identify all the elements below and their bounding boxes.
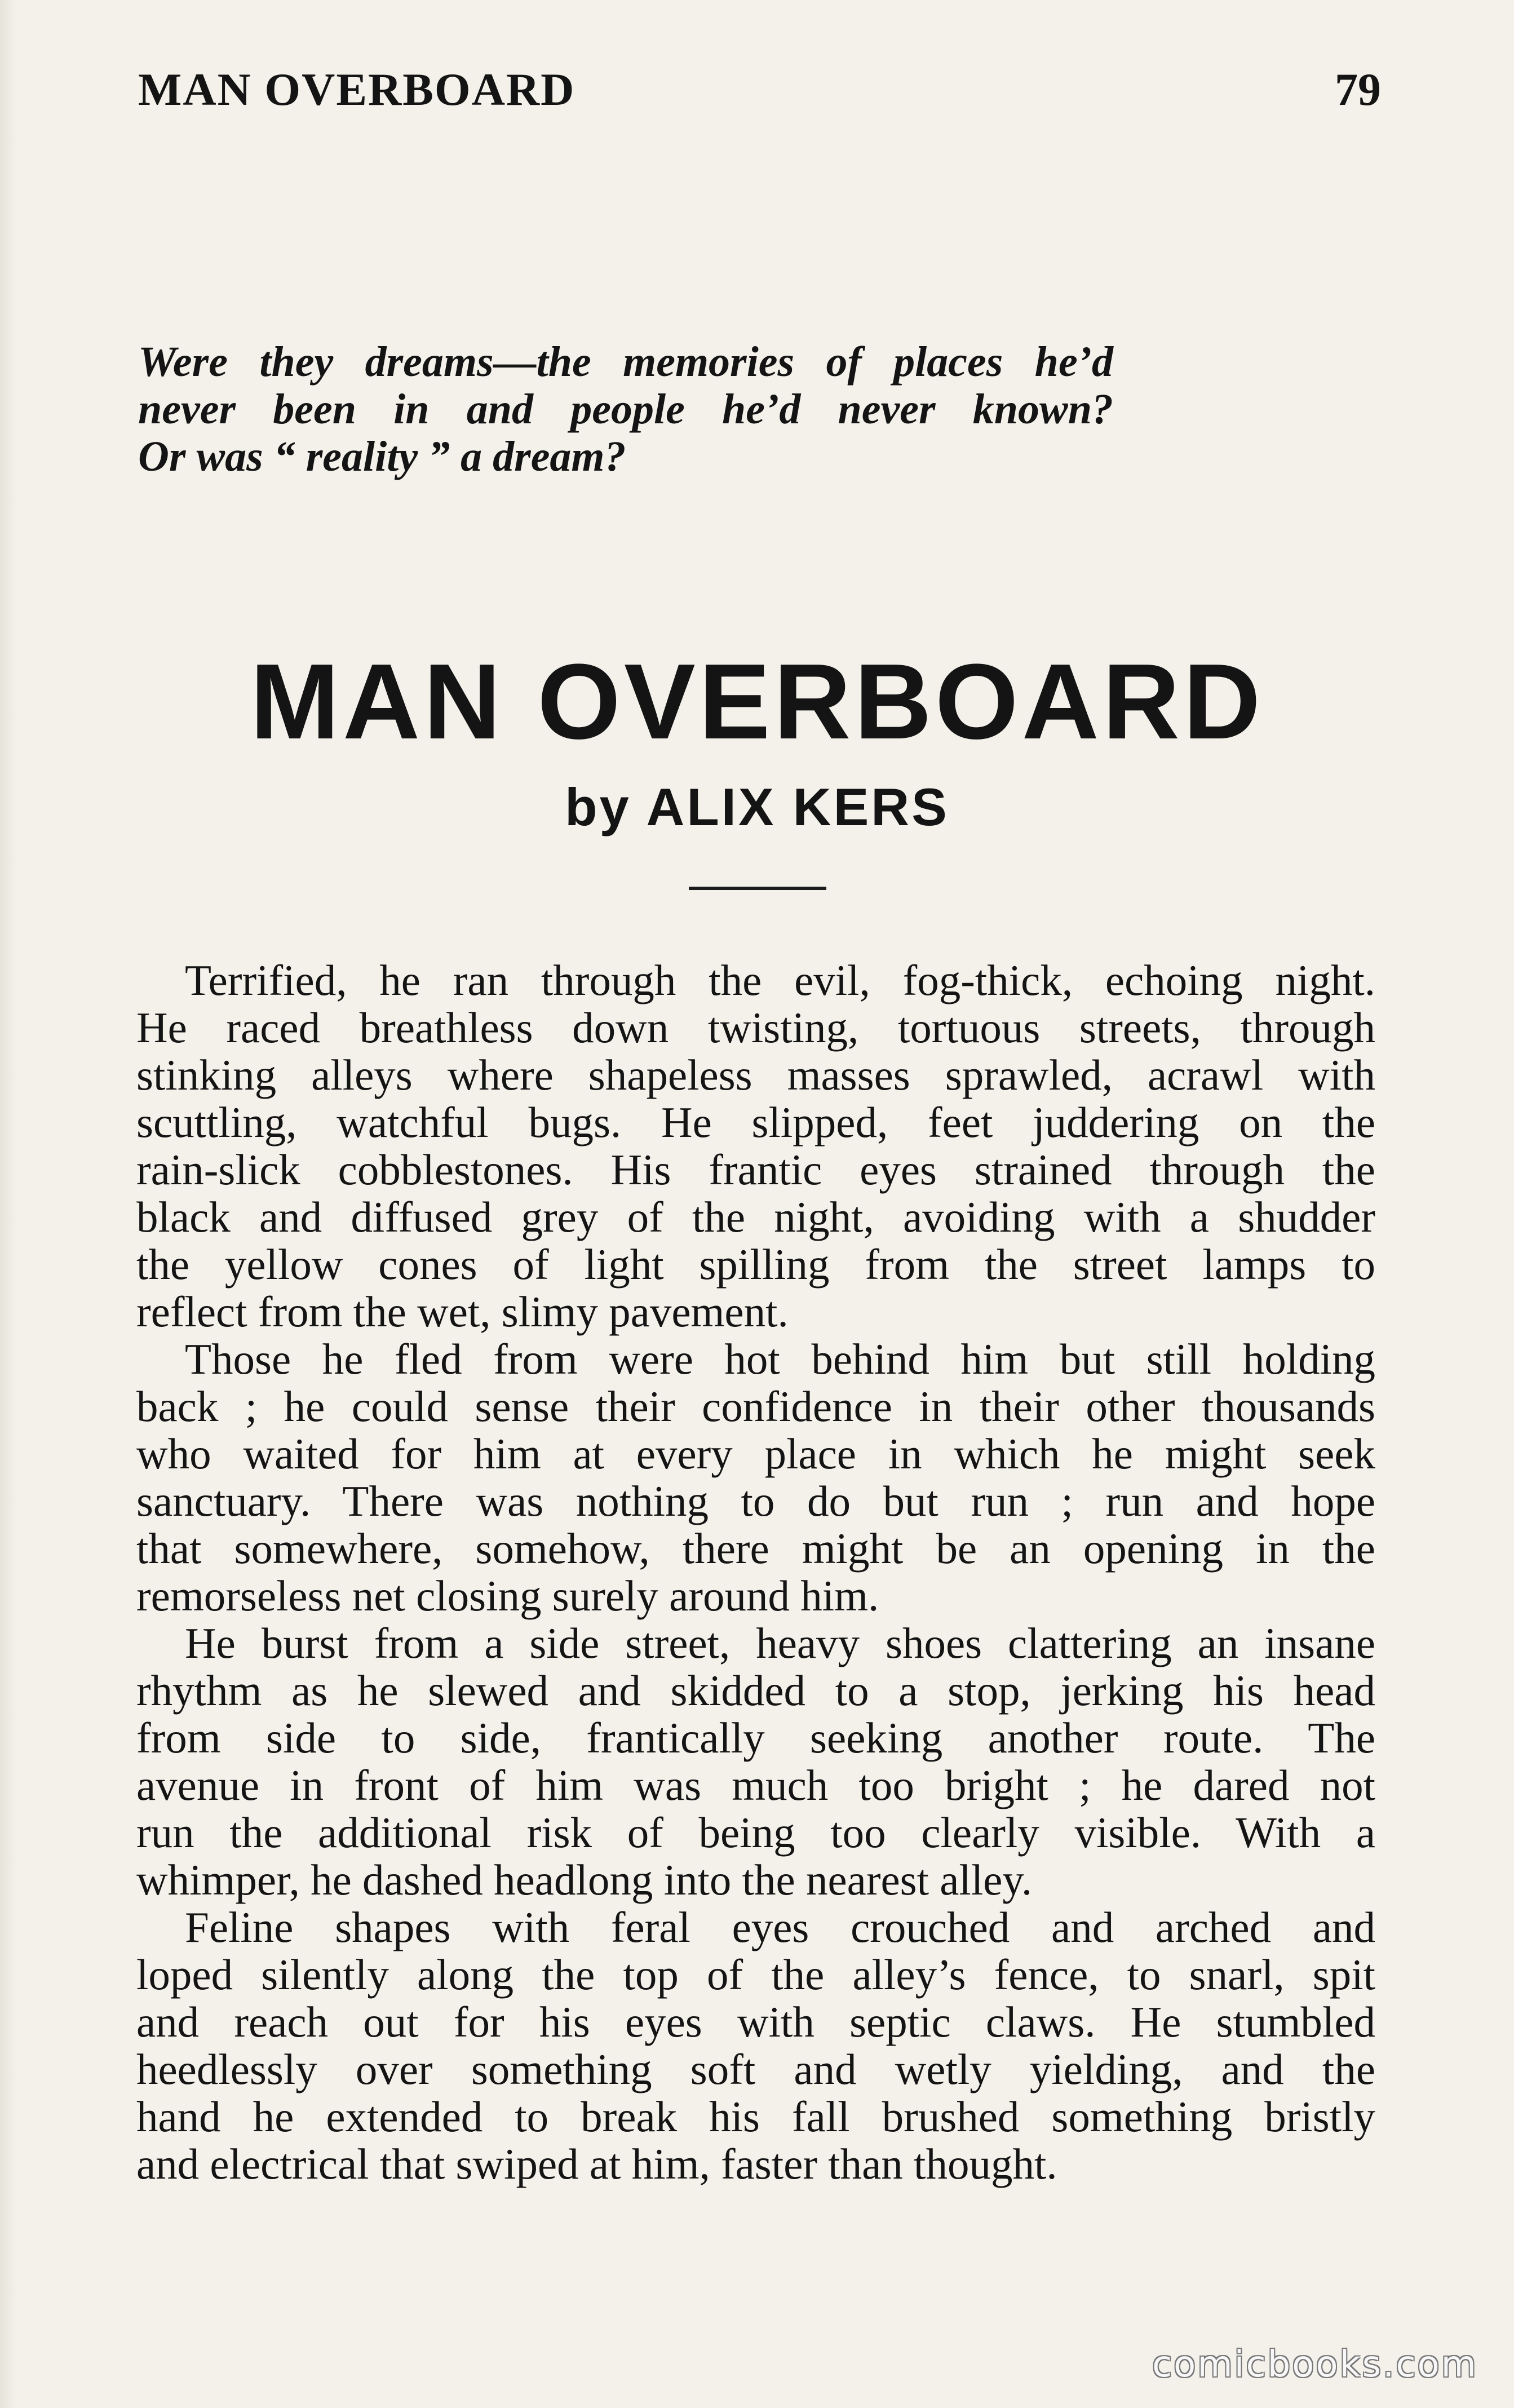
story-byline: by ALIX KERS xyxy=(565,777,949,836)
body-text-line: stinking alleys where shapeless masses sprawled, acrawl with xyxy=(136,1051,1375,1099)
epigraph-line: never been in and people he’d never known? xyxy=(138,386,1113,433)
body-text-line: run the additional risk of being too clearly visible. With a xyxy=(136,1808,1375,1857)
watermark-logo: comicbooks.com xyxy=(1152,2344,1478,2385)
epigraph xyxy=(138,338,1113,480)
body-text-line: Feline shapes with feral eyes crouched and arched and xyxy=(185,1903,1375,1951)
body-text-line: and reach out for his eyes with septic claws. He stumbled xyxy=(136,1998,1375,2046)
body-text-line: Those he fled from were hot behind him but still holding xyxy=(185,1335,1375,1383)
body-text-line: reflect from the wet, slimy pavement. xyxy=(136,1287,789,1336)
body-text-line: remorseless net closing surely around him. xyxy=(136,1572,879,1620)
epigraph-line: Were they dreams—the memories of places he’d xyxy=(138,338,1113,386)
body-text-line: the yellow cones of light spilling from the street lamps to xyxy=(136,1240,1375,1289)
page-number: 79 xyxy=(1335,64,1381,115)
body-text-line: and electrical that swiped at him, faster than thought. xyxy=(136,2140,1057,2188)
running-header-title: MAN OVERBOARD xyxy=(138,64,576,115)
body-text-line: who waited for him at every place in which he might seek xyxy=(136,1429,1375,1478)
body-text-line: back ; he could sense their confidence in their other thousands xyxy=(136,1382,1375,1431)
story-title: MAN OVERBOARD xyxy=(250,642,1264,762)
body-text-line: that somewhere, somehow, there might be an opening in the xyxy=(136,1524,1375,1573)
body-text-line: hand he extended to break his fall brushed something bristly xyxy=(136,2092,1375,2141)
body-text-line: heedlessly over something soft and wetly yielding, and the xyxy=(136,2045,1375,2093)
body-text-line: rain-slick cobblestones. His frantic eyes strained through the xyxy=(136,1145,1375,1194)
body-text-line: rhythm as he slewed and skidded to a stop, jerking his head xyxy=(136,1666,1375,1715)
epigraph-line: Or was “ reality ” a dream? xyxy=(138,433,626,480)
body-text-line: avenue in front of him was much too bright ; he dared not xyxy=(136,1761,1375,1809)
title-divider xyxy=(689,887,826,890)
body-text-line: black and diffused grey of the night, avoiding with a shudder xyxy=(136,1193,1375,1241)
body-text-line: Terrified, he ran through the evil, fog-thick, echoing night. xyxy=(185,956,1375,1004)
body-text-line: He raced breathless down twisting, tortuous streets, through xyxy=(136,1003,1375,1052)
body-text-line: loped silently along the top of the alley’s fence, to snarl, spit xyxy=(136,1950,1375,1999)
body-text-line: He burst from a side street, heavy shoes clattering an insane xyxy=(185,1619,1375,1667)
page-edge-shadow xyxy=(0,0,17,2408)
story-body xyxy=(136,957,1375,2188)
body-text-line: scuttling, watchful bugs. He slipped, feet juddering on the xyxy=(136,1098,1375,1147)
body-text-line: sanctuary. There was nothing to do but run ; run and hope xyxy=(136,1477,1375,1525)
body-text-line: whimper, he dashed headlong into the nearest alley. xyxy=(136,1856,1033,1904)
body-text-line: from side to side, frantically seeking another route. The xyxy=(136,1714,1375,1762)
